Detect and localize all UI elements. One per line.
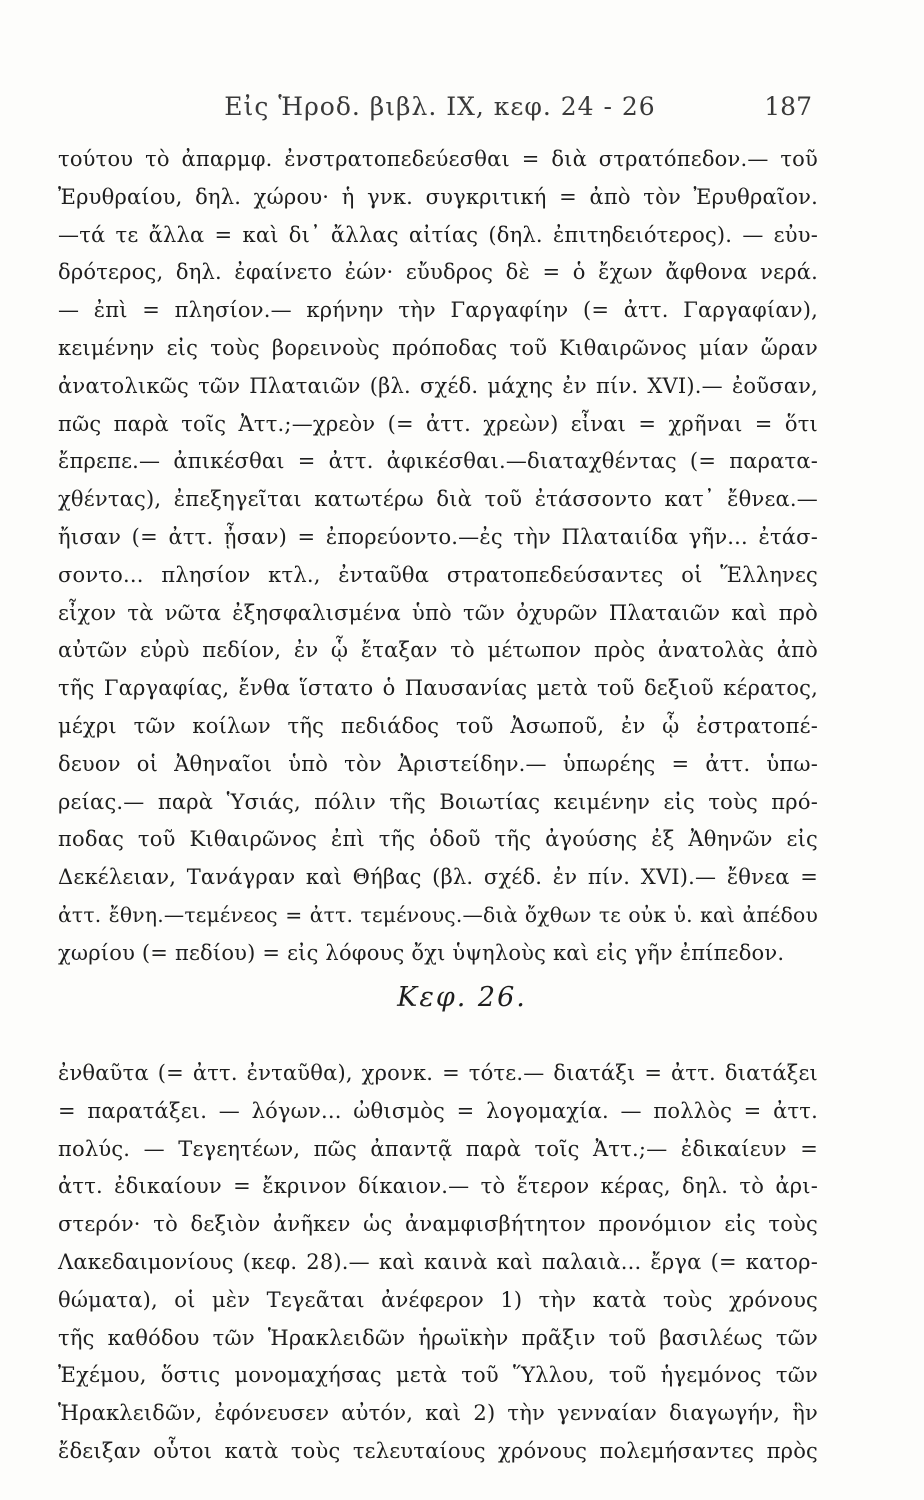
text-line: πολύς. — Τεγεητέων, πῶς ἀπαντᾷ παρὰ τοῖς Ἀττ.;— ἐδικαίευν = (58, 1136, 818, 1161)
text-line: τούτου τὸ ἀπαρμφ. ἐνστρατοπεδεύεσθαι = διὰ στρατόπεδον.— τοῦ (58, 147, 818, 171)
text-line: εἶχον τὰ νῶτα ἐξησφαλισμένα ὑπὸ τῶν ὀχυρῶν Πλαταιῶν καὶ πρὸ (58, 600, 818, 625)
text-line: Λακεδαιμονίους (κεφ. 28).— καὶ καινὰ καὶ παλαιὰ... ἔργα (= κατορ- (58, 1249, 818, 1274)
text-line: ἀνατολικῶς τῶν Πλαταιῶν (βλ. σχέδ. μάχης ἐν πίν. XVI).— ἐοῦσαν, (58, 373, 818, 398)
running-head (60, 92, 820, 132)
text-line: μέχρι τῶν κοίλων τῆς πεδιάδος τοῦ Ἀσωποῦ, ἐν ᾧ ἐστρατοπέ- (58, 713, 818, 738)
text-line: Δεκέλειαν, Τανάγραν καὶ Θήβας (βλ. σχέδ. ἐν πίν. XVI).— ἔθνεα = (58, 865, 818, 890)
text-line: Ἐρυθραίου, δηλ. χώρου· ἡ γνκ. συγκριτική = ἀπὸ τὸν Ἐρυθραῖον. (58, 184, 818, 209)
text-line: Ἡρακλειδῶν, ἐφόνευσεν αὐτόν, καὶ 2) τὴν γενναίαν διαγωγήν, ἣν (58, 1401, 818, 1426)
text-line: τῆς Γαργαφίας, ἔνθα ἵστατο ὁ Παυσανίας μετὰ τοῦ δεξιοῦ κέρατος, (58, 676, 818, 701)
text-line: σοντο... πλησίον κτλ., ἐνταῦθα στρατοπεδεύσαντες οἱ Ἕλληνες (58, 562, 818, 587)
text-line: ἔπρεπε.— ἀπικέσθαι = ἀττ. ἀφικέσθαι.—διαταχθέντας (= παρατα- (58, 449, 818, 474)
text-line: αὐτῶν εὐρὺ πεδίον, ἐν ᾧ ἔταξαν τὸ μέτωπον πρὸς ἀνατολὰς ἀπὸ (58, 638, 818, 663)
text-line: = παρατάξει. — λόγων... ὠθισμὸς = λογομαχία. — πολλὸς = ἀττ. (58, 1098, 818, 1123)
text-line: — ἐπὶ = πλησίον.— κρήνην τὴν Γαργαφίην (= ἀττ. Γαργαφίαν), (58, 298, 818, 323)
page-number: 187 (764, 92, 812, 121)
text-line: δρότερος, δηλ. ἐφαίνετο ἐών· εὔυδρος δὲ = ὁ ἔχων ἄφθονα νερά. (58, 260, 818, 285)
text-line: ἀττ. ἐδικαίουν = ἔκρινον δίκαιον.— τὸ ἕτερον κέρας, δηλ. τὸ ἀρι- (58, 1174, 818, 1199)
text-line: ἀττ. ἔθνη.—τεμένεος = ἀττ. τεμένους.—διὰ ὄχθων τε οὐκ ὑ. καὶ ἀπέδου (58, 902, 818, 927)
text-line: πῶς παρὰ τοῖς Ἀττ.;—χρεὸν (= ἀττ. χρεὼν) εἶναι = χρῆναι = ὅτι (58, 411, 818, 436)
text-line: κειμένην εἰς τοὺς βορεινοὺς πρόποδας τοῦ Κιθαιρῶνος μίαν ὥραν (58, 335, 818, 360)
text-line: χθέντας), ἐπεξηγεῖται κατωτέρω διὰ τοῦ ἐτάσσοντο κατ᾽ ἔθνεα.— (58, 487, 818, 512)
text-line: ρείας.— παρὰ Ὑσιάς, πόλιν τῆς Βοιωτίας κειμένην εἰς τοὺς πρό- (58, 789, 818, 814)
text-line: τῆς καθόδου τῶν Ἡρακλειδῶν ἡρωϊκὴν πρᾶξιν τοῦ βασιλέως τῶν (58, 1325, 818, 1350)
text-line: ἔδειξαν οὗτοι κατὰ τοὺς τελευταίους χρόνους πολεμήσαντες πρὸς (58, 1438, 818, 1463)
section-heading: Κεφ. 26. (397, 982, 527, 1013)
running-title: Εἰς Ἡροδ. βιβλ. IX, κεφ. 24 - 26 (224, 92, 656, 121)
commentary-chapter-26 (58, 1055, 818, 1471)
text-line: στερόν· τὸ δεξιὸν ἀνῆκεν ὡς ἀναμφισβήτητον προνόμιον εἰς τοὺς (58, 1212, 818, 1237)
text-line: χωρίου (= πεδίου) = εἰς λόφους ὄχι ὑψηλοὺς καὶ εἰς γῆν ἐπίπεδον. (58, 940, 785, 965)
text-line: ἤισαν (= ἀττ. ᾖσαν) = ἐπορεύοντο.—ἐς τὴν Πλαταιίδα γῆν... ἐτάσ- (58, 524, 818, 549)
text-line: θώματα), οἱ μὲν Τεγεᾶται ἀνέφερον 1) τὴν κατὰ τοὺς χρόνους (58, 1287, 818, 1312)
text-line: ἐνθαῦτα (= ἀττ. ἐνταῦθα), χρονκ. = τότε.— διατάξι = ἀττ. διατάξει (58, 1061, 818, 1085)
text-line: Ἐχέμου, ὅστις μονομαχήσας μετὰ τοῦ Ὕλλου, τοῦ ἡγεμόνος τῶν (58, 1363, 818, 1388)
text-line: ποδας τοῦ Κιθαιρῶνος ἐπὶ τῆς ὁδοῦ τῆς ἀγούσης ἐξ Ἀθηνῶν εἰς (58, 827, 818, 852)
text-line: —τά τε ἄλλα = καὶ δι᾽ ἄλλας αἰτίας (δηλ. ἐπιτηδειότερος). — εὐυ- (58, 222, 818, 247)
text-line: δευον οἱ Ἀθηναῖοι ὑπὸ τὸν Ἀριστείδην.— ὑπωρέης = ἀττ. ὑπω- (58, 751, 818, 776)
commentary-chapter-25 (58, 141, 818, 973)
